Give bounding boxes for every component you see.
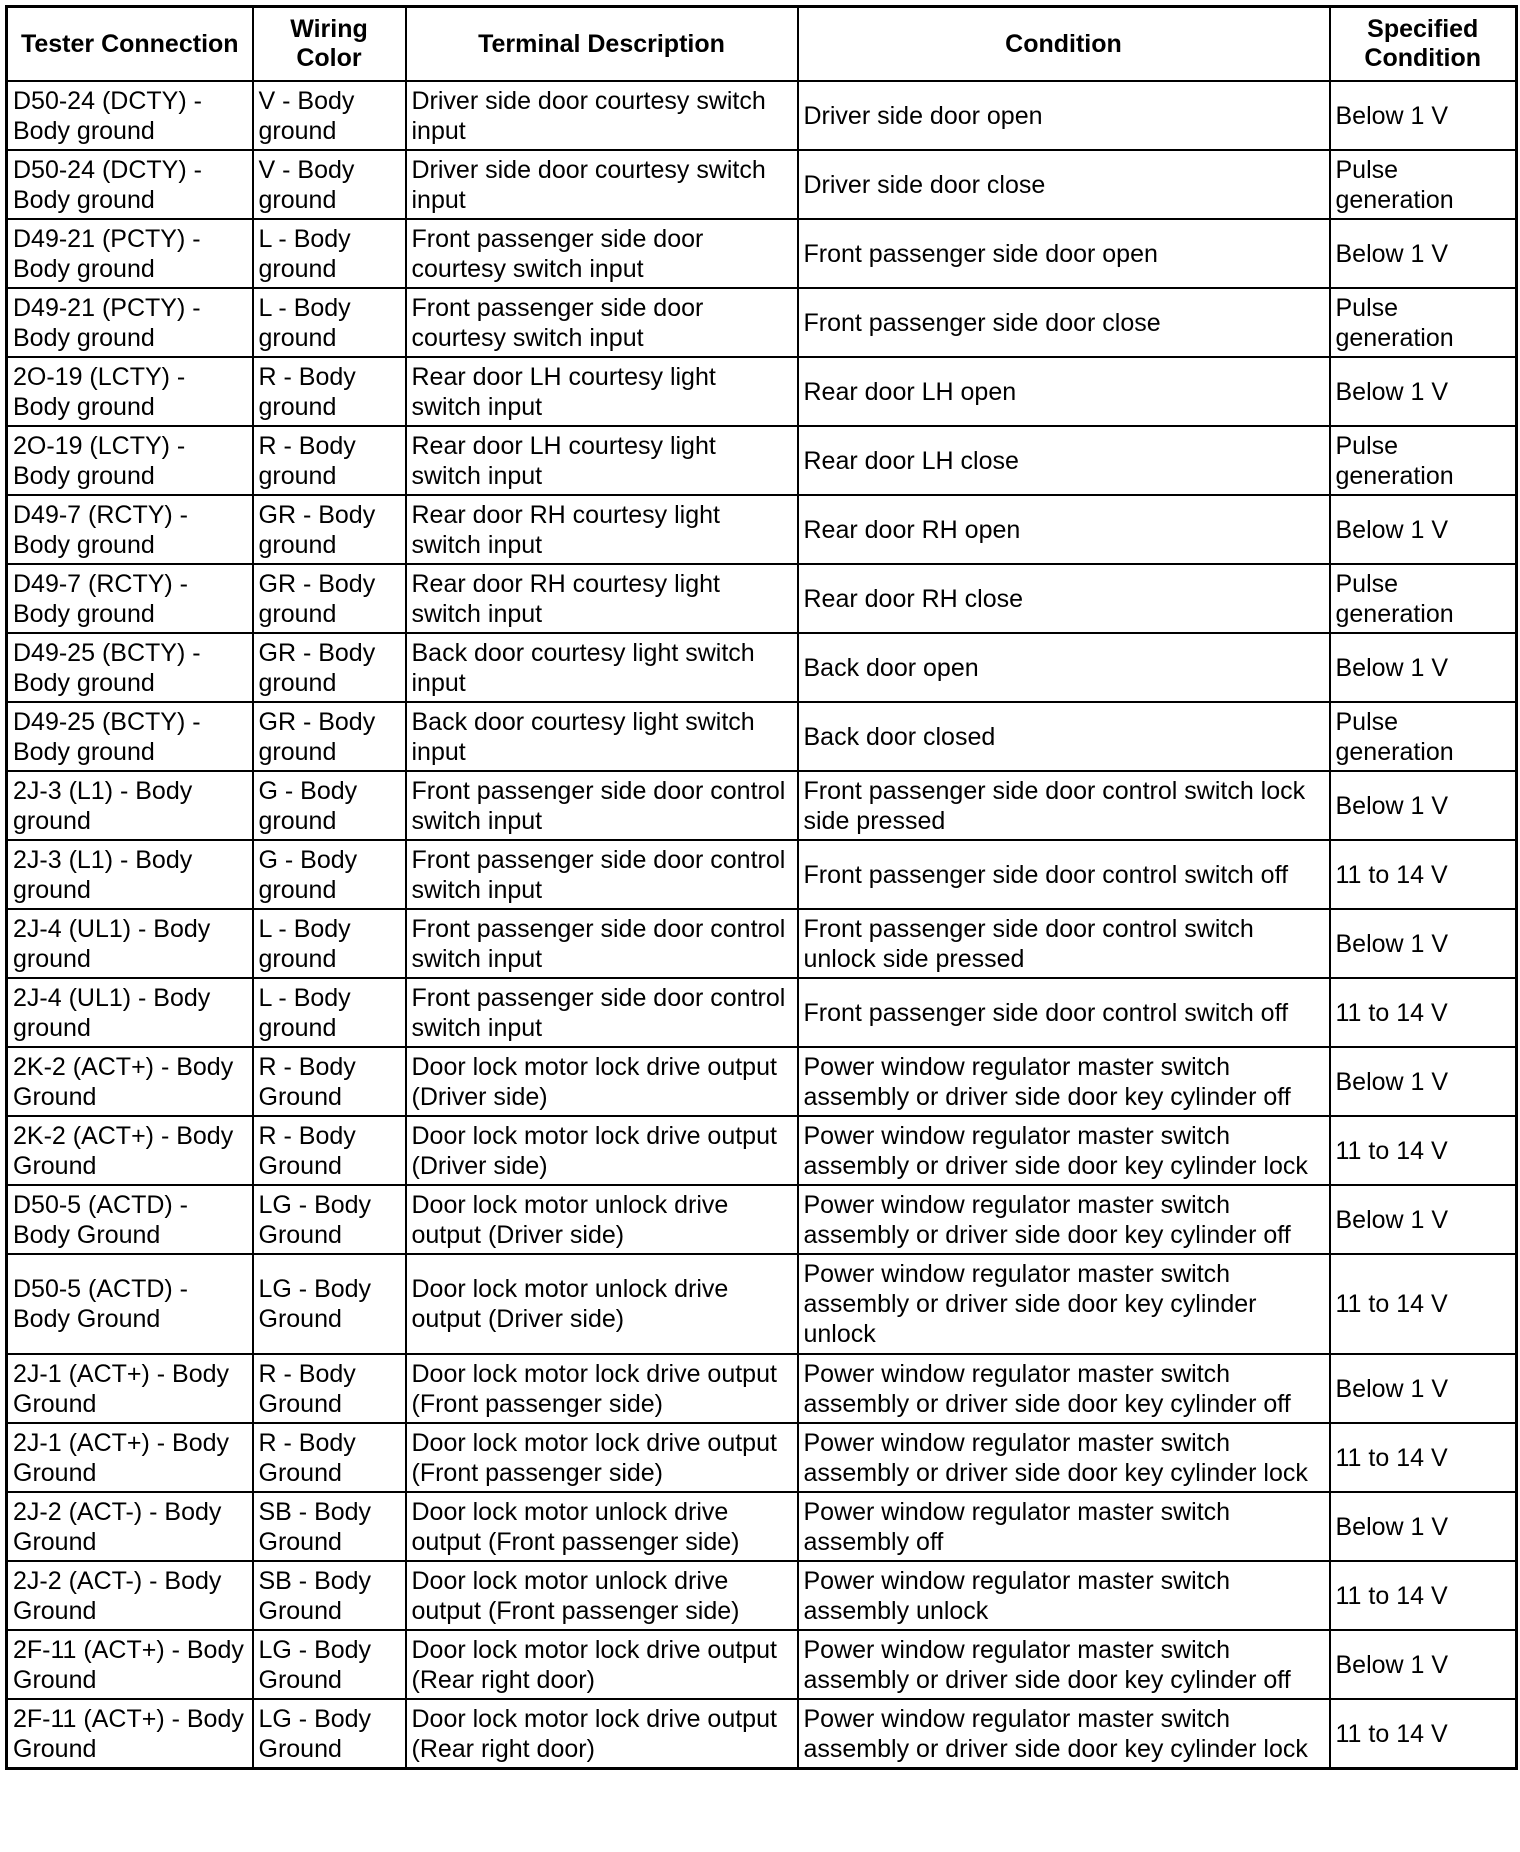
cell-wiring-color: SB - Body Ground: [253, 1561, 406, 1630]
terminal-table: [5, 5, 1518, 1770]
cell-terminal-description: Door lock motor lock drive output (Driver side): [406, 1116, 798, 1185]
cell-condition: Front passenger side door control switch off: [798, 840, 1330, 909]
cell-specified-condition: 11 to 14 V: [1330, 1423, 1517, 1492]
cell-tester-connection: 2J-1 (ACT+) - Body Ground: [7, 1354, 253, 1423]
cell-terminal-description: Door lock motor lock drive output (Front passenger side): [406, 1354, 798, 1423]
cell-wiring-color: R - Body ground: [253, 357, 406, 426]
cell-wiring-color: G - Body ground: [253, 771, 406, 840]
cell-wiring-color: L - Body ground: [253, 288, 406, 357]
cell-specified-condition: 11 to 14 V: [1330, 978, 1517, 1047]
cell-wiring-color: LG - Body Ground: [253, 1185, 406, 1254]
cell-wiring-color: R - Body Ground: [253, 1116, 406, 1185]
cell-tester-connection: 2J-2 (ACT-) - Body Ground: [7, 1561, 253, 1630]
table-row: [7, 702, 1517, 771]
cell-specified-condition: Below 1 V: [1330, 1492, 1517, 1561]
cell-specified-condition: 11 to 14 V: [1330, 1699, 1517, 1769]
cell-specified-condition: Pulse generation: [1330, 150, 1517, 219]
cell-condition: Rear door RH close: [798, 564, 1330, 633]
cell-terminal-description: Rear door LH courtesy light switch input: [406, 357, 798, 426]
cell-specified-condition: Below 1 V: [1330, 1354, 1517, 1423]
cell-condition: Back door open: [798, 633, 1330, 702]
cell-condition: Power window regulator master switch assembly or driver side door key cylinder unlock: [798, 1254, 1330, 1354]
table-row: [7, 771, 1517, 840]
cell-wiring-color: GR - Body ground: [253, 564, 406, 633]
header-specified-condition: Specified Condition: [1330, 7, 1517, 82]
cell-wiring-color: G - Body ground: [253, 840, 406, 909]
cell-condition: Power window regulator master switch assembly or driver side door key cylinder lock: [798, 1116, 1330, 1185]
table-row: [7, 426, 1517, 495]
cell-condition: Power window regulator master switch assembly off: [798, 1492, 1330, 1561]
cell-specified-condition: Below 1 V: [1330, 771, 1517, 840]
cell-specified-condition: Below 1 V: [1330, 1185, 1517, 1254]
terminal-table-container: [5, 5, 1515, 1770]
cell-terminal-description: Rear door RH courtesy light switch input: [406, 564, 798, 633]
cell-condition: Front passenger side door control switch unlock side pressed: [798, 909, 1330, 978]
cell-specified-condition: Pulse generation: [1330, 426, 1517, 495]
cell-specified-condition: 11 to 14 V: [1330, 1116, 1517, 1185]
cell-specified-condition: Below 1 V: [1330, 633, 1517, 702]
cell-specified-condition: Below 1 V: [1330, 909, 1517, 978]
cell-condition: Front passenger side door close: [798, 288, 1330, 357]
cell-specified-condition: 11 to 14 V: [1330, 840, 1517, 909]
table-row: [7, 840, 1517, 909]
table-row: [7, 978, 1517, 1047]
cell-tester-connection: 2J-4 (UL1) - Body ground: [7, 909, 253, 978]
cell-tester-connection: 2K-2 (ACT+) - Body Ground: [7, 1047, 253, 1116]
cell-specified-condition: Pulse generation: [1330, 564, 1517, 633]
cell-condition: Driver side door close: [798, 150, 1330, 219]
table-row: [7, 1354, 1517, 1423]
cell-wiring-color: LG - Body Ground: [253, 1254, 406, 1354]
cell-tester-connection: 2J-4 (UL1) - Body ground: [7, 978, 253, 1047]
cell-terminal-description: Door lock motor unlock drive output (Driver side): [406, 1254, 798, 1354]
table-row: [7, 1699, 1517, 1769]
table-row: [7, 1116, 1517, 1185]
cell-condition: Back door closed: [798, 702, 1330, 771]
header-terminal-description: Terminal Description: [406, 7, 798, 82]
table-row: [7, 1492, 1517, 1561]
table-body: [7, 81, 1517, 1769]
cell-tester-connection: 2J-3 (L1) - Body ground: [7, 771, 253, 840]
table-row: [7, 150, 1517, 219]
cell-tester-connection: 2J-1 (ACT+) - Body Ground: [7, 1423, 253, 1492]
cell-condition: Rear door RH open: [798, 495, 1330, 564]
cell-wiring-color: GR - Body ground: [253, 495, 406, 564]
table-row: [7, 633, 1517, 702]
cell-terminal-description: Back door courtesy light switch input: [406, 702, 798, 771]
cell-wiring-color: GR - Body ground: [253, 702, 406, 771]
header-condition: Condition: [798, 7, 1330, 82]
cell-terminal-description: Front passenger side door courtesy switch input: [406, 288, 798, 357]
table-row: [7, 495, 1517, 564]
cell-specified-condition: Below 1 V: [1330, 495, 1517, 564]
table-row: [7, 1423, 1517, 1492]
cell-terminal-description: Front passenger side door control switch input: [406, 771, 798, 840]
cell-terminal-description: Door lock motor unlock drive output (Front passenger side): [406, 1561, 798, 1630]
cell-tester-connection: 2F-11 (ACT+) - Body Ground: [7, 1630, 253, 1699]
cell-wiring-color: R - Body Ground: [253, 1423, 406, 1492]
table-row: [7, 219, 1517, 288]
cell-terminal-description: Door lock motor lock drive output (Rear right door): [406, 1699, 798, 1769]
table-row: [7, 1561, 1517, 1630]
cell-wiring-color: R - Body Ground: [253, 1354, 406, 1423]
cell-terminal-description: Door lock motor lock drive output (Rear right door): [406, 1630, 798, 1699]
cell-terminal-description: Back door courtesy light switch input: [406, 633, 798, 702]
cell-terminal-description: Driver side door courtesy switch input: [406, 81, 798, 150]
cell-tester-connection: 2J-3 (L1) - Body ground: [7, 840, 253, 909]
cell-specified-condition: Below 1 V: [1330, 1047, 1517, 1116]
cell-terminal-description: Front passenger side door control switch input: [406, 909, 798, 978]
cell-tester-connection: D49-7 (RCTY) - Body ground: [7, 564, 253, 633]
cell-terminal-description: Front passenger side door control switch input: [406, 840, 798, 909]
cell-wiring-color: V - Body ground: [253, 150, 406, 219]
header-row: [7, 7, 1517, 82]
cell-condition: Front passenger side door control switch lock side pressed: [798, 771, 1330, 840]
cell-tester-connection: D50-5 (ACTD) - Body Ground: [7, 1185, 253, 1254]
cell-tester-connection: 2K-2 (ACT+) - Body Ground: [7, 1116, 253, 1185]
cell-terminal-description: Rear door LH courtesy light switch input: [406, 426, 798, 495]
cell-terminal-description: Door lock motor lock drive output (Driver side): [406, 1047, 798, 1116]
cell-specified-condition: 11 to 14 V: [1330, 1561, 1517, 1630]
cell-terminal-description: Front passenger side door control switch input: [406, 978, 798, 1047]
cell-specified-condition: Below 1 V: [1330, 1630, 1517, 1699]
table-row: [7, 564, 1517, 633]
cell-tester-connection: D50-24 (DCTY) - Body ground: [7, 150, 253, 219]
cell-condition: Rear door LH open: [798, 357, 1330, 426]
cell-terminal-description: Door lock motor lock drive output (Front passenger side): [406, 1423, 798, 1492]
table-row: [7, 1185, 1517, 1254]
cell-specified-condition: Below 1 V: [1330, 81, 1517, 150]
cell-condition: Power window regulator master switch assembly or driver side door key cylinder off: [798, 1354, 1330, 1423]
cell-tester-connection: 2F-11 (ACT+) - Body Ground: [7, 1699, 253, 1769]
cell-wiring-color: LG - Body Ground: [253, 1630, 406, 1699]
cell-wiring-color: SB - Body Ground: [253, 1492, 406, 1561]
cell-wiring-color: LG - Body Ground: [253, 1699, 406, 1769]
cell-specified-condition: Below 1 V: [1330, 357, 1517, 426]
cell-specified-condition: Below 1 V: [1330, 219, 1517, 288]
table-row: [7, 81, 1517, 150]
table-row: [7, 1047, 1517, 1116]
cell-condition: Power window regulator master switch assembly or driver side door key cylinder off: [798, 1630, 1330, 1699]
table-row: [7, 909, 1517, 978]
cell-wiring-color: L - Body ground: [253, 219, 406, 288]
table-row: [7, 357, 1517, 426]
cell-wiring-color: R - Body ground: [253, 426, 406, 495]
table-row: [7, 1254, 1517, 1354]
cell-tester-connection: 2J-2 (ACT-) - Body Ground: [7, 1492, 253, 1561]
table-row: [7, 288, 1517, 357]
cell-tester-connection: D50-5 (ACTD) - Body Ground: [7, 1254, 253, 1354]
cell-wiring-color: R - Body Ground: [253, 1047, 406, 1116]
header-tester-connection: Tester Connection: [7, 7, 253, 82]
cell-tester-connection: D50-24 (DCTY) - Body ground: [7, 81, 253, 150]
cell-tester-connection: D49-21 (PCTY) - Body ground: [7, 288, 253, 357]
cell-tester-connection: 2O-19 (LCTY) - Body ground: [7, 426, 253, 495]
cell-condition: Power window regulator master switch assembly or driver side door key cylinder lock: [798, 1699, 1330, 1769]
table-row: [7, 1630, 1517, 1699]
cell-condition: Power window regulator master switch assembly unlock: [798, 1561, 1330, 1630]
cell-wiring-color: L - Body ground: [253, 909, 406, 978]
cell-condition: Driver side door open: [798, 81, 1330, 150]
cell-condition: Power window regulator master switch assembly or driver side door key cylinder lock: [798, 1423, 1330, 1492]
cell-condition: Front passenger side door control switch off: [798, 978, 1330, 1047]
cell-wiring-color: GR - Body ground: [253, 633, 406, 702]
cell-terminal-description: Door lock motor unlock drive output (Front passenger side): [406, 1492, 798, 1561]
cell-terminal-description: Driver side door courtesy switch input: [406, 150, 798, 219]
cell-tester-connection: 2O-19 (LCTY) - Body ground: [7, 357, 253, 426]
cell-condition: Power window regulator master switch assembly or driver side door key cylinder off: [798, 1047, 1330, 1116]
cell-specified-condition: Pulse generation: [1330, 702, 1517, 771]
cell-terminal-description: Front passenger side door courtesy switch input: [406, 219, 798, 288]
cell-condition: Power window regulator master switch assembly or driver side door key cylinder off: [798, 1185, 1330, 1254]
cell-condition: Front passenger side door open: [798, 219, 1330, 288]
cell-terminal-description: Door lock motor unlock drive output (Driver side): [406, 1185, 798, 1254]
cell-tester-connection: D49-7 (RCTY) - Body ground: [7, 495, 253, 564]
cell-terminal-description: Rear door RH courtesy light switch input: [406, 495, 798, 564]
cell-tester-connection: D49-25 (BCTY) - Body ground: [7, 702, 253, 771]
cell-tester-connection: D49-21 (PCTY) - Body ground: [7, 219, 253, 288]
header-wiring-color: Wiring Color: [253, 7, 406, 82]
cell-wiring-color: V - Body ground: [253, 81, 406, 150]
cell-specified-condition: Pulse generation: [1330, 288, 1517, 357]
cell-wiring-color: L - Body ground: [253, 978, 406, 1047]
cell-tester-connection: D49-25 (BCTY) - Body ground: [7, 633, 253, 702]
cell-specified-condition: 11 to 14 V: [1330, 1254, 1517, 1354]
cell-condition: Rear door LH close: [798, 426, 1330, 495]
